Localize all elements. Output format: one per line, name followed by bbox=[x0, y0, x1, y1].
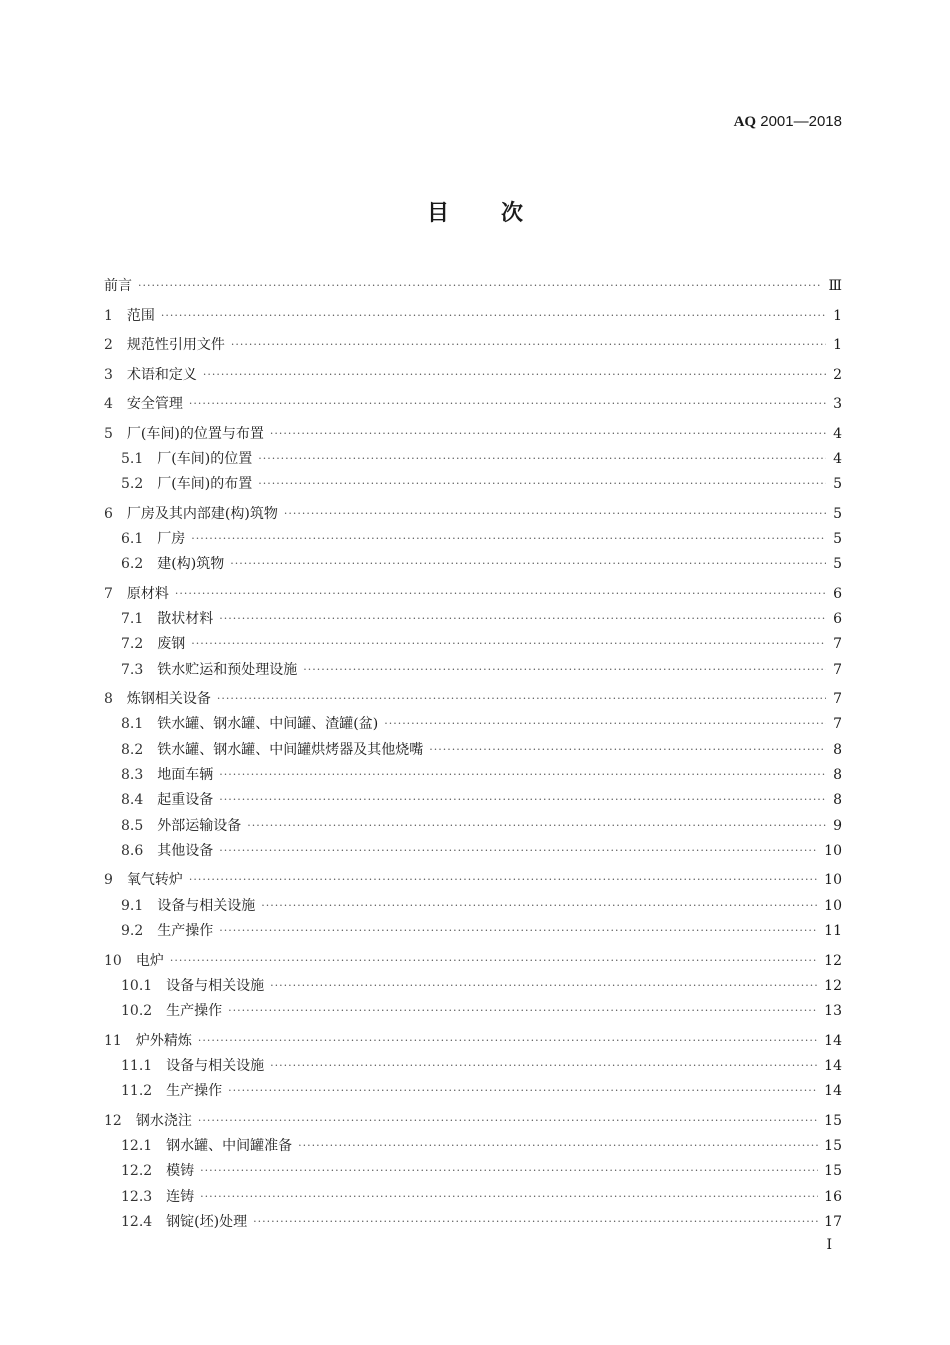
toc-entry-number: 5.1 bbox=[121, 450, 144, 467]
toc-entry-label: 安全管理 bbox=[126, 396, 183, 412]
toc-entry-number: 6 bbox=[104, 505, 113, 522]
toc-entry-page: 7 bbox=[833, 716, 842, 733]
toc-entry[interactable] bbox=[104, 763, 842, 787]
toc-entry-label: 钢水浇注 bbox=[135, 1112, 192, 1129]
toc-entry[interactable] bbox=[104, 552, 842, 576]
toc-entry[interactable] bbox=[104, 1159, 842, 1183]
toc-entry-label: 规范性引用文件 bbox=[126, 337, 225, 353]
toc-entry-page: 16 bbox=[824, 1188, 842, 1205]
toc-entry-number: 12.2 bbox=[121, 1163, 153, 1180]
toc-entry[interactable] bbox=[104, 919, 842, 943]
toc-entry-number: 10.1 bbox=[121, 977, 153, 994]
toc-leader-dots bbox=[270, 974, 818, 998]
toc-leader-dots bbox=[219, 839, 818, 863]
toc-leader-dots bbox=[298, 1134, 818, 1158]
toc-entry-page: 8 bbox=[833, 792, 842, 809]
toc-entry-number: 7.2 bbox=[121, 636, 144, 653]
toc-entry-page: 4 bbox=[833, 425, 842, 442]
toc-entry-label: 铁水贮运和预处理设施 bbox=[157, 661, 298, 678]
toc-entry-page: 7 bbox=[833, 661, 842, 678]
toc-leader-dots bbox=[230, 552, 826, 576]
toc-entry-label: 钢锭(坯)处理 bbox=[166, 1213, 248, 1230]
toc-leader-dots bbox=[384, 712, 826, 736]
toc-leader-dots bbox=[175, 582, 826, 606]
toc-entry-number: 7 bbox=[104, 585, 113, 602]
toc-entry-page: 1 bbox=[833, 337, 842, 353]
toc-entry-number: 11 bbox=[104, 1032, 122, 1049]
toc-entry-page: 12 bbox=[824, 952, 842, 969]
toc-entry-number: 3 bbox=[104, 366, 113, 383]
toc-entry[interactable] bbox=[104, 1079, 842, 1103]
toc-entry-label: 连铸 bbox=[166, 1188, 195, 1205]
toc-entry[interactable] bbox=[104, 738, 842, 762]
toc-entry[interactable] bbox=[104, 712, 842, 736]
toc-leader-dots bbox=[284, 502, 826, 526]
toc-entry-page: 12 bbox=[824, 977, 842, 994]
standard-number: 2001—2018 bbox=[760, 113, 842, 130]
toc-entry-label: 废钢 bbox=[157, 636, 186, 653]
toc-leader-dots bbox=[203, 363, 826, 387]
toc-entry-label: 设备与相关设施 bbox=[166, 977, 265, 994]
toc-entry-label: 其他设备 bbox=[157, 842, 214, 859]
toc-entry-number: 9.2 bbox=[121, 923, 144, 939]
toc-entry[interactable] bbox=[104, 1210, 842, 1234]
toc-entry-page: 14 bbox=[824, 1083, 842, 1100]
toc-leader-dots bbox=[161, 304, 826, 328]
toc-entry[interactable] bbox=[104, 304, 842, 328]
toc-entry-page: 10 bbox=[824, 872, 842, 889]
toc-entry-page: 6 bbox=[833, 611, 842, 627]
toc-entry[interactable] bbox=[104, 1054, 842, 1078]
toc-leader-dots bbox=[253, 1210, 818, 1234]
toc-leader-dots bbox=[429, 738, 826, 762]
toc-entry-page: 11 bbox=[824, 923, 842, 939]
toc-entry-page: 5 bbox=[833, 505, 842, 522]
standard-prefix: AQ bbox=[733, 114, 757, 130]
toc-entry[interactable] bbox=[104, 363, 842, 387]
toc-leader-dots bbox=[261, 894, 818, 918]
toc-entry-label: 炼钢相关设备 bbox=[126, 691, 211, 708]
toc-entry-number: 8.4 bbox=[121, 792, 144, 809]
toc-entry[interactable] bbox=[104, 894, 842, 918]
toc-leader-dots bbox=[217, 687, 826, 711]
toc-entry-number: 7.3 bbox=[121, 661, 144, 678]
toc-leader-dots bbox=[231, 333, 826, 357]
toc-entry-number: 5.2 bbox=[121, 476, 144, 493]
toc-entry-label: 范围 bbox=[126, 307, 155, 324]
toc-entry-label: 模铸 bbox=[166, 1163, 195, 1180]
toc-entry-label: 厂(车间)的位置与布置 bbox=[126, 425, 264, 442]
toc-entry-page: 5 bbox=[833, 556, 842, 573]
toc-entry-page: 10 bbox=[824, 897, 842, 914]
toc-entry-number: 9.1 bbox=[121, 897, 144, 914]
toc-entry[interactable] bbox=[104, 1185, 842, 1209]
toc-entry-page: 15 bbox=[824, 1163, 842, 1180]
toc-entry-label: 厂房 bbox=[157, 530, 186, 547]
toc-entry-number: 12.4 bbox=[121, 1213, 153, 1230]
toc-entry-number: 12.1 bbox=[121, 1138, 153, 1154]
toc-entry-number: 7.1 bbox=[121, 611, 144, 627]
toc-entry-label: 设备与相关设施 bbox=[166, 1057, 265, 1074]
toc-entry-label: 原材料 bbox=[126, 585, 169, 602]
toc-entry-page: 4 bbox=[833, 450, 842, 467]
toc-entry-page: 5 bbox=[833, 530, 842, 547]
toc-entry-label: 生产操作 bbox=[166, 1003, 223, 1020]
toc-entry[interactable] bbox=[104, 422, 842, 446]
toc-leader-dots bbox=[219, 788, 826, 812]
toc-entry-label: 生产操作 bbox=[166, 1083, 223, 1100]
toc-entry-number: 11.2 bbox=[121, 1083, 153, 1100]
toc-entry-number: 8.2 bbox=[121, 741, 144, 758]
toc-entry-label: 钢水罐、中间罐准备 bbox=[166, 1138, 293, 1154]
toc-entry-page: 8 bbox=[833, 767, 842, 783]
toc-entry-page: 14 bbox=[824, 1032, 842, 1049]
toc-entry-page: 3 bbox=[833, 396, 842, 412]
toc-entry-label: 外部运输设备 bbox=[157, 817, 242, 834]
toc-entry-page: Ⅲ bbox=[828, 278, 842, 294]
toc-leader-dots bbox=[270, 422, 826, 446]
toc-entry-page: 2 bbox=[833, 366, 842, 383]
toc-leader-dots bbox=[138, 274, 822, 298]
toc-entry[interactable] bbox=[104, 868, 842, 892]
toc-leader-dots bbox=[270, 1054, 818, 1078]
toc-entry-page: 10 bbox=[824, 842, 842, 859]
toc-leader-dots bbox=[189, 868, 818, 892]
toc-entry-label: 散状材料 bbox=[157, 611, 214, 627]
toc-entry-page: 15 bbox=[824, 1112, 842, 1129]
toc-entry-label: 术语和定义 bbox=[126, 366, 197, 383]
toc-entry-page: 5 bbox=[833, 476, 842, 493]
toc-entry-number: 8.5 bbox=[121, 817, 144, 834]
toc-entry-number: 9 bbox=[104, 872, 113, 889]
toc-leader-dots bbox=[258, 472, 826, 496]
standard-code bbox=[734, 113, 842, 131]
toc-entry-label: 生产操作 bbox=[157, 923, 214, 939]
toc-entry-number: 8.1 bbox=[121, 716, 144, 733]
toc-entry-label: 炉外精炼 bbox=[135, 1032, 192, 1049]
toc-entry-number: 5 bbox=[104, 425, 113, 442]
toc-leader-dots bbox=[247, 814, 826, 838]
toc-entry-label: 地面车辆 bbox=[157, 767, 214, 783]
toc-leader-dots bbox=[198, 1029, 818, 1053]
toc-leader-dots bbox=[170, 949, 818, 973]
toc-entry-page: 7 bbox=[833, 636, 842, 653]
toc-entry-number: 10 bbox=[104, 952, 122, 969]
toc-entry-label: 铁水罐、钢水罐、中间罐、渣罐(盆) bbox=[157, 716, 379, 733]
toc-entry-number: 8 bbox=[104, 691, 113, 708]
toc-entry-page: 7 bbox=[833, 691, 842, 708]
toc-entry[interactable] bbox=[104, 1109, 842, 1133]
toc-entry-page: 13 bbox=[824, 1003, 842, 1020]
toc-entry-label: 厂(车间)的位置 bbox=[157, 450, 253, 467]
toc-entry[interactable] bbox=[104, 527, 842, 551]
toc-entry-page: 8 bbox=[833, 741, 842, 758]
toc-leader-dots bbox=[198, 1109, 818, 1133]
toc-leader-dots bbox=[191, 632, 826, 656]
toc-entry[interactable] bbox=[104, 788, 842, 812]
toc-leader-dots bbox=[303, 658, 826, 682]
toc-leader-dots bbox=[228, 999, 818, 1023]
toc-entry[interactable] bbox=[104, 274, 842, 298]
toc-entry-number: 6.2 bbox=[121, 556, 144, 573]
toc-entry-label: 铁水罐、钢水罐、中间罐烘烤器及其他烧嘴 bbox=[157, 741, 424, 758]
toc-entry-number: 12.3 bbox=[121, 1188, 153, 1205]
toc-leader-dots bbox=[219, 763, 826, 787]
toc-entry[interactable] bbox=[104, 949, 842, 973]
toc-entry-label: 氧气转炉 bbox=[126, 872, 183, 889]
toc-entry[interactable] bbox=[104, 472, 842, 496]
toc-entry[interactable] bbox=[104, 582, 842, 606]
toc-leader-dots bbox=[228, 1079, 818, 1103]
toc-entry[interactable] bbox=[104, 392, 842, 416]
toc-entry[interactable] bbox=[104, 447, 842, 471]
toc-entry-label: 建(构)筑物 bbox=[157, 556, 225, 573]
toc-entry[interactable] bbox=[104, 658, 842, 682]
toc-entry[interactable] bbox=[104, 333, 842, 357]
toc-entry-label: 设备与相关设施 bbox=[157, 897, 256, 914]
toc-leader-dots bbox=[191, 527, 826, 551]
toc-entry-number: 8.6 bbox=[121, 842, 144, 859]
toc-entry-number: 2 bbox=[104, 337, 113, 353]
toc-entry-page: 9 bbox=[833, 817, 842, 834]
toc-entry-page: 6 bbox=[833, 585, 842, 602]
toc-entry-number: 1 bbox=[104, 307, 113, 324]
toc-entry[interactable] bbox=[104, 607, 842, 631]
toc-entry-page: 14 bbox=[824, 1057, 842, 1074]
toc-entry[interactable] bbox=[104, 999, 842, 1023]
toc-entry-label: 电炉 bbox=[135, 952, 164, 969]
toc-entry[interactable] bbox=[104, 974, 842, 998]
toc-entry-label: 厂(车间)的布置 bbox=[157, 476, 253, 493]
toc-entry[interactable] bbox=[104, 1134, 842, 1158]
toc-entry[interactable] bbox=[104, 1029, 842, 1053]
toc-entry-number: 10.2 bbox=[121, 1003, 153, 1020]
page-number: I bbox=[826, 1237, 832, 1253]
toc-leader-dots bbox=[258, 447, 826, 471]
toc-entry[interactable] bbox=[104, 839, 842, 863]
toc-entry-number: 8.3 bbox=[121, 767, 144, 783]
toc-entry-number: 12 bbox=[104, 1112, 122, 1129]
toc-leader-dots bbox=[189, 392, 826, 416]
toc-entry[interactable] bbox=[104, 502, 842, 526]
toc-entry-number: 11.1 bbox=[121, 1057, 153, 1074]
toc-entry-label: 前言 bbox=[104, 278, 132, 294]
toc-entry[interactable] bbox=[104, 632, 842, 656]
toc-entry-page: 15 bbox=[824, 1138, 842, 1154]
page-title: 目次 bbox=[426, 201, 575, 226]
toc-entry-page: 17 bbox=[824, 1213, 842, 1230]
toc-leader-dots bbox=[219, 919, 818, 943]
toc-leader-dots bbox=[200, 1159, 818, 1183]
toc-entry[interactable] bbox=[104, 814, 842, 838]
toc-entry-number: 4 bbox=[104, 396, 113, 412]
toc-entry-label: 起重设备 bbox=[157, 792, 214, 809]
toc-leader-dots bbox=[200, 1185, 818, 1209]
toc-entry-number: 6.1 bbox=[121, 530, 144, 547]
toc-entry[interactable] bbox=[104, 687, 842, 711]
toc-leader-dots bbox=[219, 607, 826, 631]
toc-entry-page: 1 bbox=[833, 307, 842, 324]
toc-entry-label: 厂房及其内部建(构)筑物 bbox=[126, 505, 278, 522]
